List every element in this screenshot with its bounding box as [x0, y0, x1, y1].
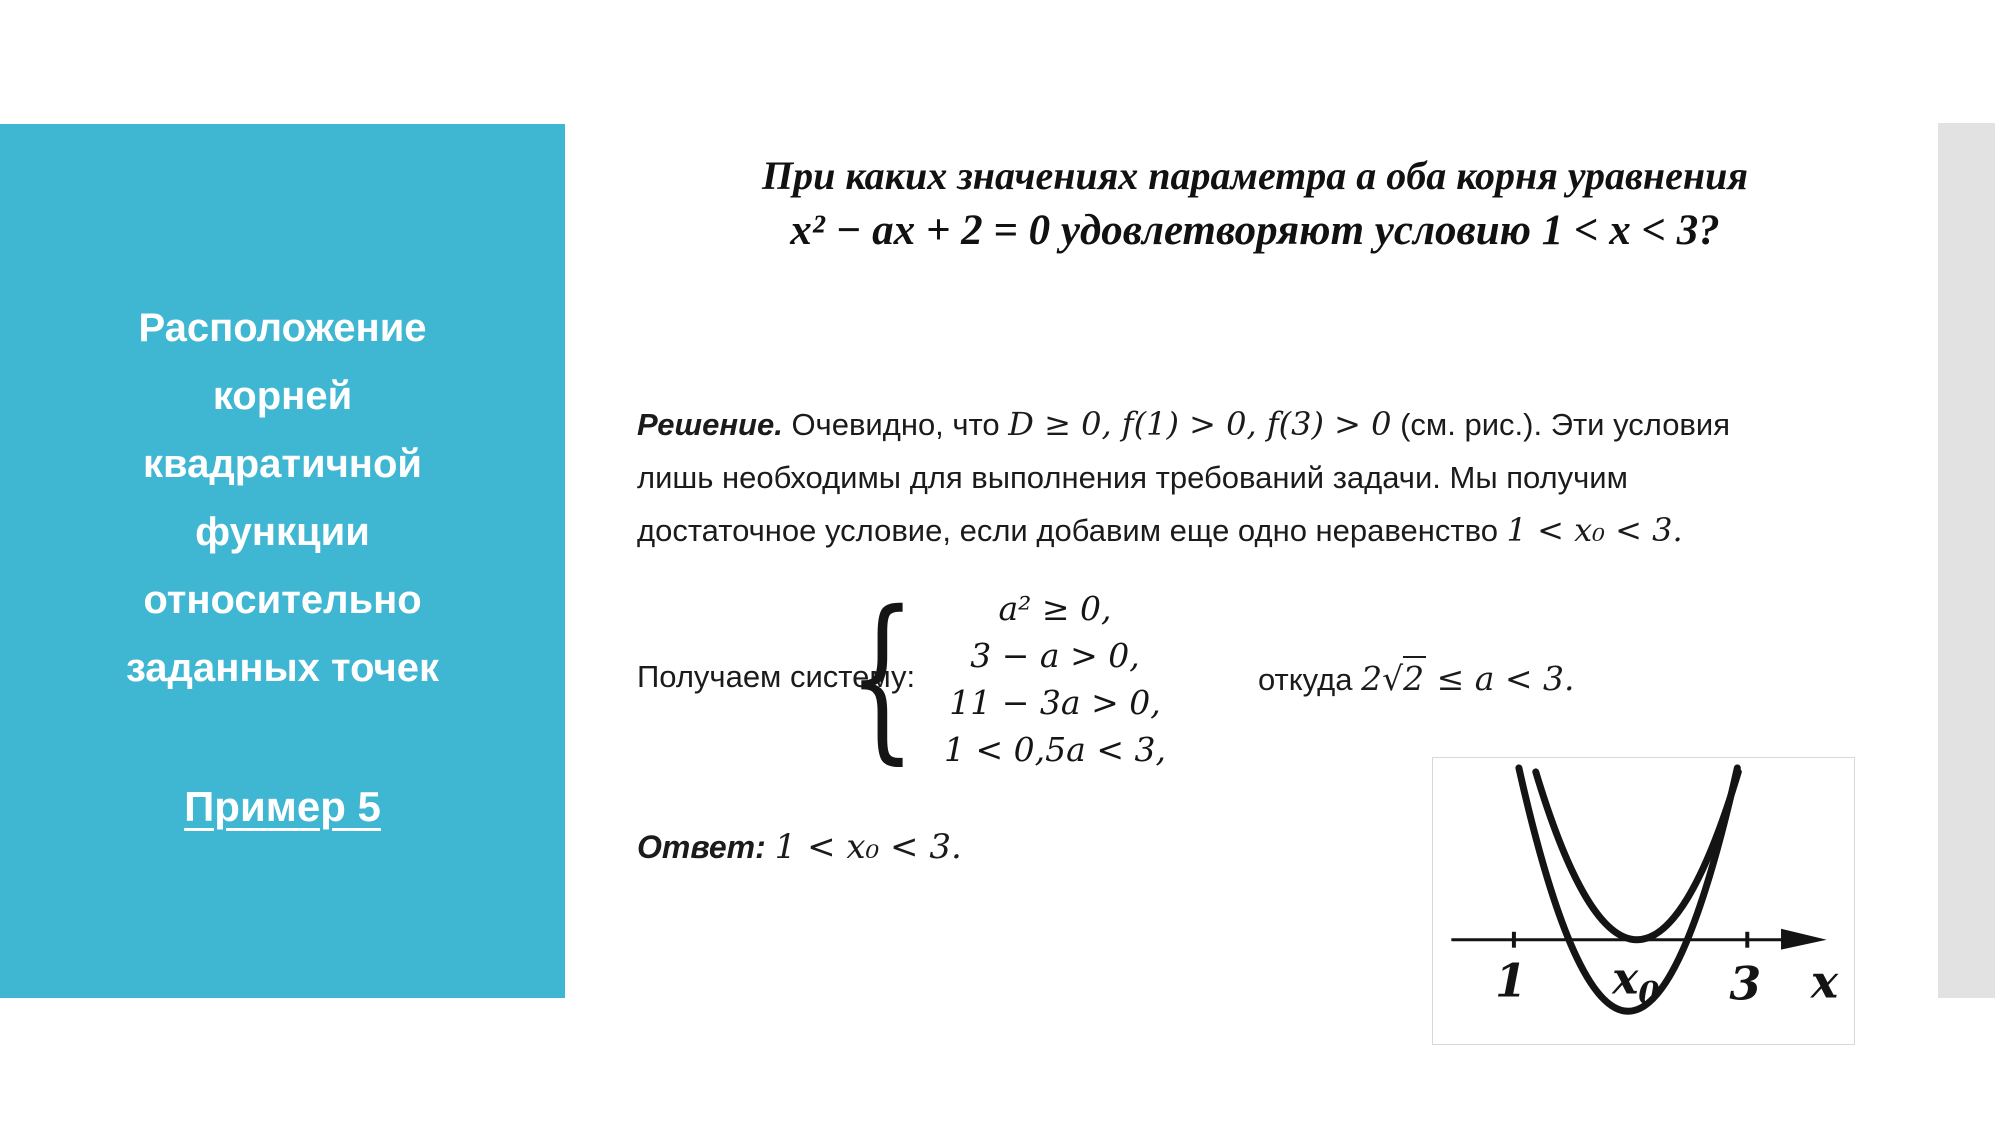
problem-line-2: x² − ax + 2 = 0 удовлетворяют условию 1 < x < 3?	[790, 207, 1720, 254]
figure-graph	[1432, 757, 1855, 1045]
example-5-link[interactable]: Пример 5	[184, 783, 381, 830]
solution-line-3: достаточное условие, если добавим еще одно неравенство 1 < x₀ < 3.	[637, 511, 1683, 549]
system-equations	[900, 585, 1210, 773]
right-gray-strip	[1938, 123, 1995, 998]
parabola-figure-svg	[1433, 758, 1854, 1044]
tick-label-1: 1	[1495, 953, 1527, 1008]
system-brace: {	[848, 573, 916, 780]
answer-label: Ответ:	[637, 829, 766, 865]
solution-paragraph	[637, 398, 1862, 557]
conclusion-math: 2√2 ≤ a < 3.	[1361, 656, 1574, 698]
solution-label: Решение.	[637, 407, 783, 442]
sidebar-title-line: относительно	[143, 578, 422, 622]
answer-line	[637, 827, 962, 867]
system-conclusion: откуда 2√2 ≤ a < 3.	[1258, 659, 1575, 698]
problem-statement	[630, 150, 1880, 260]
solution-line-1: Решение. Очевидно, что D ≥ 0, f(1) > 0, f(3) > 0 (см. рис.). Эти условия	[637, 405, 1731, 443]
system-equation-4: 1 < 0,5a < 3,	[944, 730, 1166, 769]
tick-label-x0: x0	[1612, 953, 1660, 1012]
system-equation-2: 3 − a > 0,	[970, 636, 1140, 675]
sidebar-title-line: функции	[195, 510, 370, 554]
x-axis-label: x	[1810, 954, 1839, 1009]
solution-conditions-math: D ≥ 0, f(1) > 0, f(3) > 0	[1008, 405, 1392, 443]
sidebar-title-line: квадратичной	[143, 442, 422, 486]
answer-math: 1 < x₀ < 3.	[774, 827, 962, 867]
system-equation-3: 11 − 3a > 0,	[949, 683, 1161, 722]
tick-label-3: 3	[1729, 956, 1762, 1011]
solution-line-2: лишь необходимы для выполнения требований задачи. Мы получим	[637, 460, 1628, 495]
x-axis-arrowhead	[1781, 929, 1827, 950]
problem-line-1: При каких значениях параметра а оба корня уравнения	[762, 153, 1748, 198]
system-equation-1: a² ≥ 0,	[998, 589, 1112, 628]
system-label: Получаем систему:	[637, 659, 916, 694]
sidebar-title	[20, 294, 545, 702]
tangent-parabola-curve	[1536, 772, 1739, 940]
radicand: 2	[1403, 656, 1426, 698]
sidebar-title-line: заданных точек	[125, 646, 440, 690]
solution-inequality-math: 1 < x₀ < 3.	[1506, 511, 1683, 549]
sidebar-title-line: Расположение	[138, 306, 427, 350]
sidebar-title-line: корней	[212, 374, 353, 418]
